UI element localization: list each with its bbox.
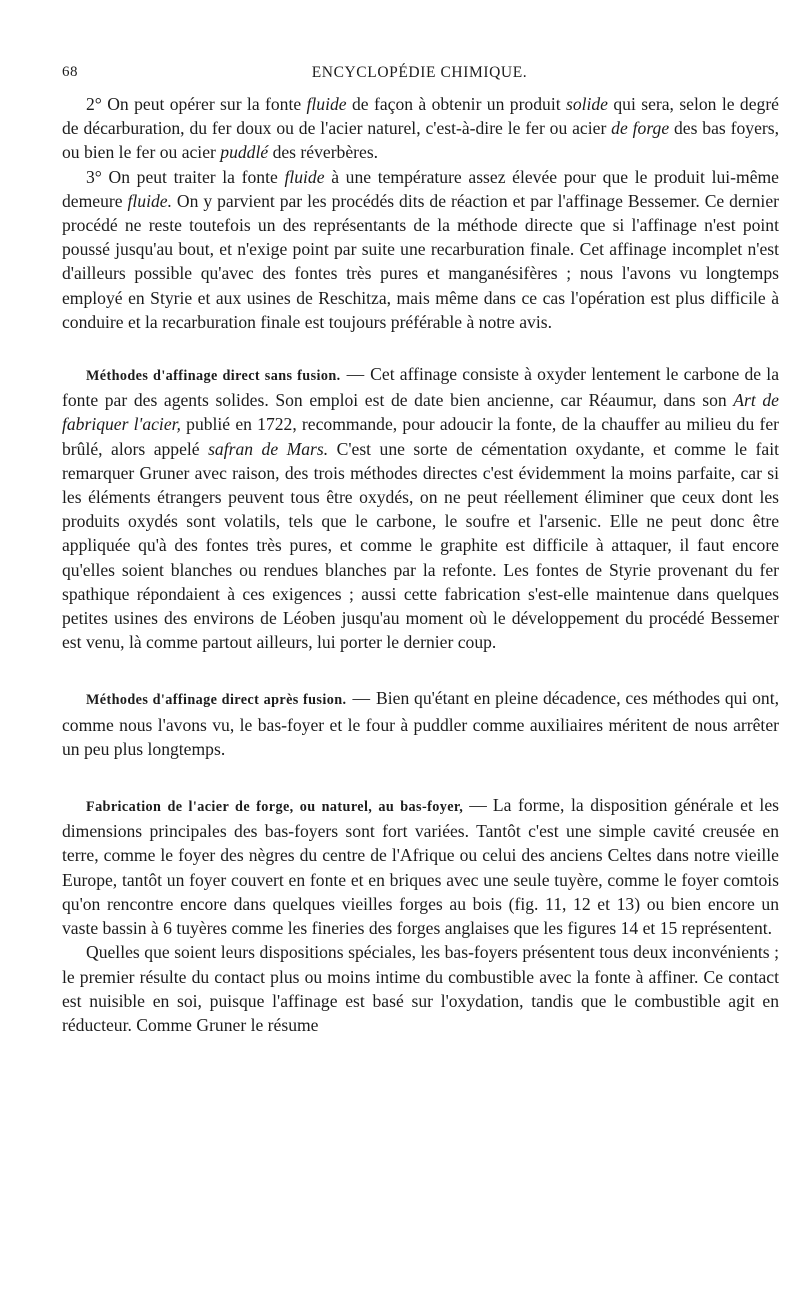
section-heading: Méthodes d'affinage direct sans fusion. bbox=[86, 368, 341, 385]
text-run: de façon à obtenir un produit bbox=[346, 94, 566, 114]
text-run: des bas foyers, ou bien le fer ou acier bbox=[62, 118, 779, 163]
paragraph-fonte-fluide bbox=[62, 165, 779, 334]
text-run: C'est une sorte de cémentation oxydante, et comme le fait remarquer Gruner avec raison, des trois méthodes directes c'est évidemment la moins parfaite, car si les éléments étrangers peuvent tous être oxydés, on ne peut réellement éliminer que ceux dont les produits oxydés sont volatils, tels que le carbone, le soufre et l'arsenic. Elle ne peut donc être appliquée qu'à des fontes très pures, et comme le graphite est difficile à attaquer, il faut encore qu'elles soient blanches ou rendues blanches par la refonte. Les fontes de Styrie provenant du fer spathique répondaient à ces exigences ; aussi cette fabrication s'est-elle maintenue dans quelques petites usines des environs de Léoben jusqu'au moment où le développement du procédé Bessemer est venu, là comme partout ailleurs, lui porter le dernier coup. bbox=[62, 438, 780, 653]
italic-term: fluide bbox=[306, 94, 347, 114]
body-text bbox=[62, 92, 779, 1037]
section-affinage-sans-fusion bbox=[62, 362, 779, 654]
paragraph-inconvenients bbox=[62, 940, 779, 1037]
italic-term: fluide. bbox=[127, 190, 172, 211]
text-run: à une température assez élevée pour que le produit lui-même demeure bbox=[62, 166, 779, 211]
italic-term: fluide bbox=[284, 166, 325, 187]
text-run: des réverbères. bbox=[268, 142, 379, 163]
spacer bbox=[62, 654, 779, 686]
text-run: Bien qu'étant en pleine décadence, ces méthodes qui ont, comme nous l'avons vu, le bas-foyer et le four à puddler comme auxiliaires méritent de nous arrêter un peu plus longtemps. bbox=[62, 688, 779, 759]
italic-term: puddlé bbox=[220, 142, 269, 163]
page-header bbox=[62, 64, 777, 88]
em-dash: — bbox=[352, 688, 371, 709]
spacer bbox=[62, 334, 779, 362]
spacer bbox=[62, 761, 779, 793]
text-run: qui sera, selon le degré de décarburation, du fer doux ou de l'acier naturel, c'est-à-dire le fer ou acier bbox=[62, 94, 779, 139]
italic-term: solide bbox=[565, 94, 608, 114]
page-number: 68 bbox=[62, 64, 78, 80]
italic-title: Art de fabriquer l'acier, bbox=[62, 390, 779, 435]
section-heading: Fabrication de l'acier de forge, ou naturel, au bas-foyer, bbox=[86, 799, 464, 816]
italic-term: de forge bbox=[611, 118, 670, 139]
text-run: Quelles que soient leurs dispositions spéciales, les bas-foyers présentent tous deux inconvénients ; le premier résulte du contact plus ou moins intime du combustible avec la fonte à affiner. Ce contact est nuisible en soi, puisque l'affinage est basé sur l'oxydation, tandis que le combustible agit en réducteur. Comme Gruner le résume bbox=[62, 942, 779, 1035]
em-dash: — bbox=[346, 364, 365, 385]
text-run: La forme, la disposition générale et les dimensions principales des bas-foyers sont fort variées. Tantôt c'est une simple cavité creusée en terre, comme le foyer des nègres du centre de l'Afrique ou celui des anciens Celtes dans notre vieille Europe, tantôt un foyer couvert en fonte et en briques avec une seule tuyère, comme le foyer comtois qu'on rencontre encore dans quelques vieilles forges au bois (fig. 11, 12 et 13) ou bien encore un vaste bassin à 6 tuyères comme les fineries des forges anglaises que les figures 14 et 15 représentent. bbox=[62, 795, 779, 939]
text-run: 2° On peut opérer sur la fonte bbox=[86, 94, 307, 114]
em-dash: — bbox=[469, 795, 487, 816]
paragraph-fonte-fluide-solide bbox=[62, 92, 779, 165]
section-heading: Méthodes d'affinage direct après fusion. bbox=[86, 692, 347, 709]
text-run: 3° On peut traiter la fonte bbox=[86, 166, 285, 187]
section-acier-de-forge bbox=[62, 793, 779, 940]
text-run: Cet affinage consiste à oxyder lentement le carbone de la fonte par des agents solides. Son emploi est de date bien ancienne, car Réaumur, dans son bbox=[62, 364, 779, 411]
text-run: On y parvient par les procédés dits de réaction et par l'affinage Bessemer. Ce dernier procédé ne reste toutefois un des représentants de la méthode directe que si l'affinage n'est point poussé jusqu'au bout, et n'exige point par suite une recarburation finale. Cet affinage incomplet n'est d'ailleurs possible qu'avec des fontes très pures et manganésifères ; nous l'avons vu longtemps employé en Styrie et aux usines de Reschitza, mais même dans ce cas l'opération est plus difficile à conduire et la recarburation finale est toujours préférable à notre avis. bbox=[62, 190, 779, 332]
text-run: publié en 1722, recommande, pour adoucir la fonte, de la chauffer au milieu du fer brûlé, alors appelé bbox=[62, 414, 779, 459]
running-title: ENCYCLOPÉDIE CHIMIQUE. bbox=[311, 64, 528, 81]
section-affinage-apres-fusion bbox=[62, 686, 779, 761]
italic-term: safran de Mars. bbox=[208, 438, 329, 459]
